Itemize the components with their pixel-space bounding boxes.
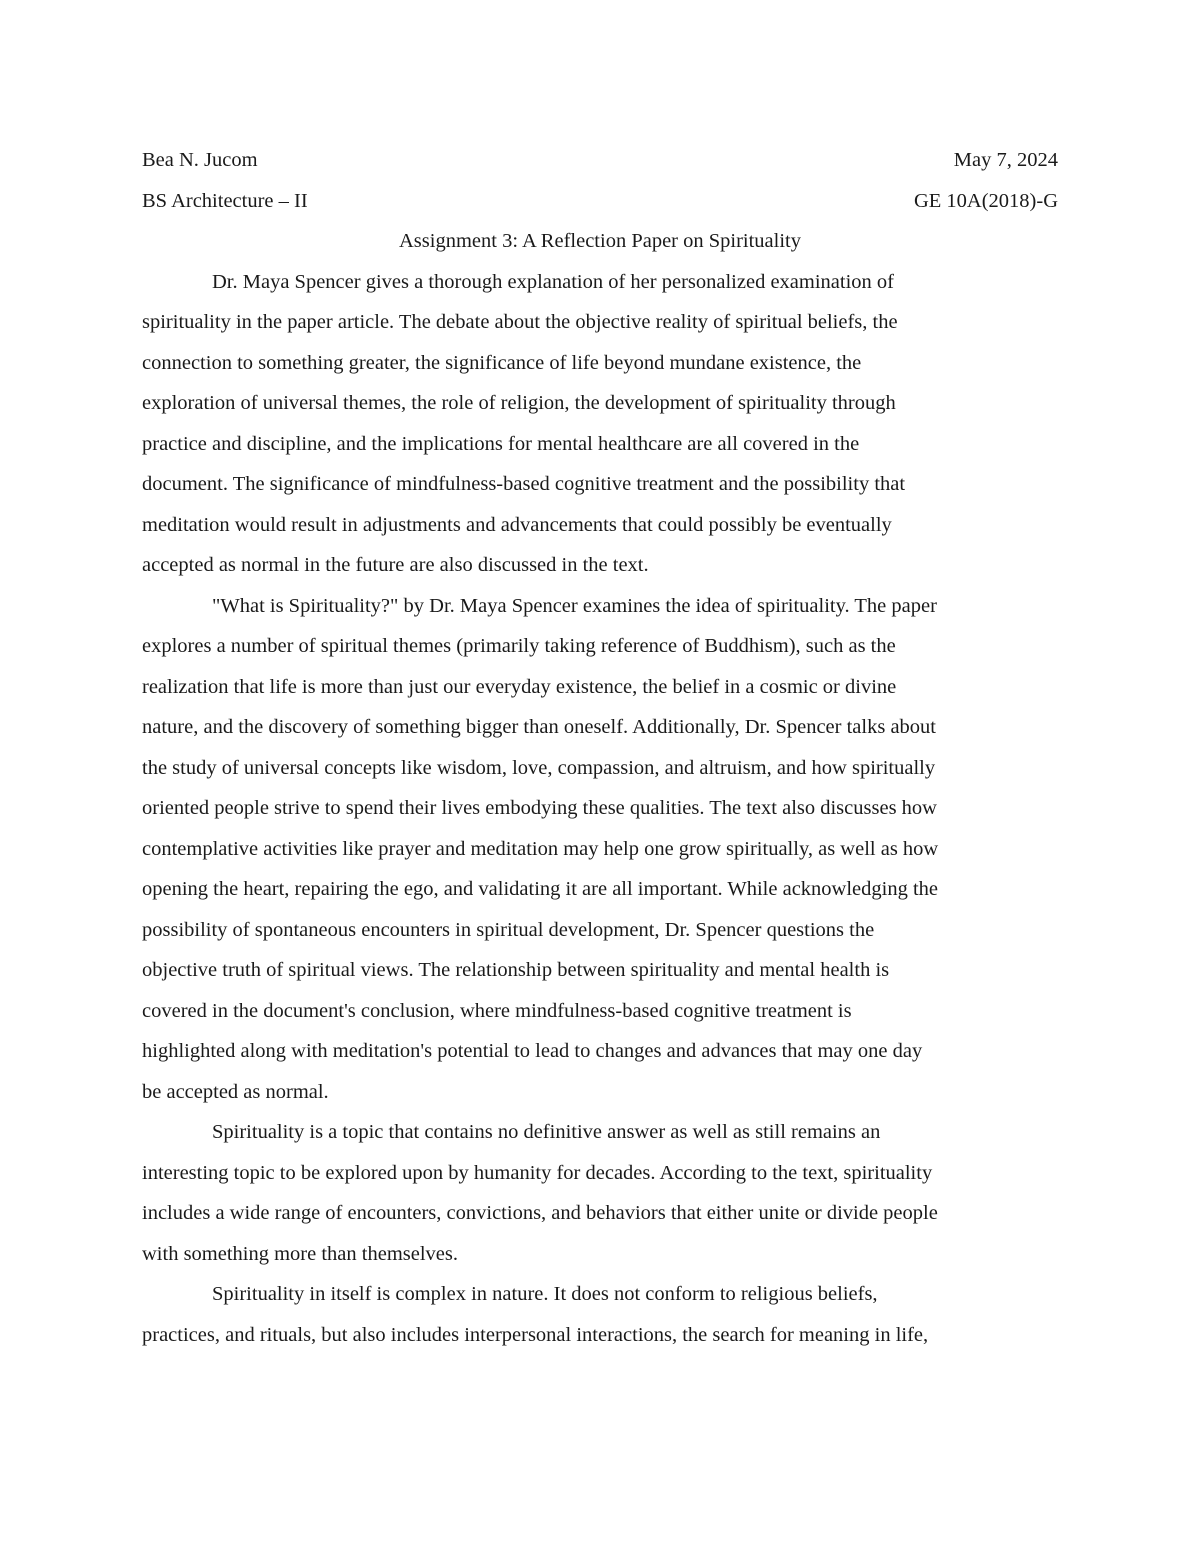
author-name: Bea N. Jucom [142, 149, 258, 171]
paragraph-line: explores a number of spiritual themes (primarily taking reference of Buddhism), such as the [142, 635, 896, 657]
document-date: May 7, 2024 [953, 149, 1058, 171]
document-body [142, 262, 1058, 1356]
paragraph-line: be accepted as normal. [142, 1080, 329, 1103]
paragraph-line: objective truth of spiritual views. The relationship between spirituality and mental health is [142, 959, 890, 981]
program-name: BS Architecture – II [142, 189, 308, 212]
paragraph-line: interesting topic to be explored upon by humanity for decades. According to the text, spirituality [142, 1161, 933, 1184]
paragraph-line: practices, and rituals, but also includes interpersonal interactions, the search for meaning in life, [142, 1323, 929, 1346]
paragraph-line: exploration of universal themes, the role of religion, the development of spirituality through [142, 392, 896, 414]
paragraph-line: Dr. Maya Spencer gives a thorough explanation of her personalized examination of [212, 270, 894, 293]
document-page [142, 140, 1058, 1355]
paragraph-line: accepted as normal in the future are also discussed in the text. [142, 554, 649, 576]
paragraph [142, 262, 1058, 586]
paragraph-line: with something more than themselves. [142, 1242, 458, 1265]
document-title: Assignment 3: A Reflection Paper on Spirituality [399, 230, 801, 252]
header-row-2 [142, 181, 1058, 222]
paragraph-line: Spirituality is a topic that contains no definitive answer as well as still remains an [212, 1121, 881, 1143]
paragraph-line: practice and discipline, and the implications for mental healthcare are all covered in the [142, 432, 860, 455]
paragraph [142, 586, 1058, 1113]
paragraph-line: Spirituality in itself is complex in nature. It does not conform to religious beliefs, [212, 1283, 878, 1305]
paragraph-line: opening the heart, repairing the ego, and validating it are all important. While acknowledging the [142, 878, 939, 900]
paragraph-line: highlighted along with meditation's potential to lead to changes and advances that may one day [142, 1040, 923, 1062]
paragraph-line: connection to something greater, the significance of life beyond mundane existence, the [142, 351, 862, 374]
paragraph-line: oriented people strive to spend their lives embodying these qualities. The text also discusses how [142, 797, 937, 819]
paragraph-line: the study of universal concepts like wisdom, love, compassion, and altruism, and how spiritually [142, 756, 936, 779]
paragraph [142, 1274, 1058, 1355]
course-code: GE 10A(2018)-G [913, 189, 1058, 212]
paragraph-line: possibility of spontaneous encounters in spiritual development, Dr. Spencer questions the [142, 918, 875, 941]
paragraph-line: meditation would result in adjustments and advancements that could possibly be eventually [142, 513, 892, 536]
paragraph-line: "What is Spirituality?" by Dr. Maya Spencer examines the idea of spirituality. The paper [212, 594, 937, 617]
paragraph-line: realization that life is more than just our everyday existence, the belief in a cosmic or divine [142, 675, 897, 698]
paragraph-line: includes a wide range of encounters, convictions, and behaviors that either unite or divide people [142, 1202, 938, 1224]
paragraph-line: nature, and the discovery of something bigger than oneself. Additionally, Dr. Spencer talks about [142, 716, 936, 738]
header-row-1 [142, 140, 1058, 181]
paragraph-line: spirituality in the paper article. The debate about the objective reality of spiritual beliefs, the [142, 311, 898, 333]
paragraph-line: contemplative activities like prayer and meditation may help one grow spiritually, as well as how [142, 837, 939, 860]
paragraph-line: covered in the document's conclusion, where mindfulness-based cognitive treatment is [142, 999, 852, 1022]
paragraph-line: document. The significance of mindfulness-based cognitive treatment and the possibility that [142, 473, 906, 495]
paragraph [142, 1112, 1058, 1274]
